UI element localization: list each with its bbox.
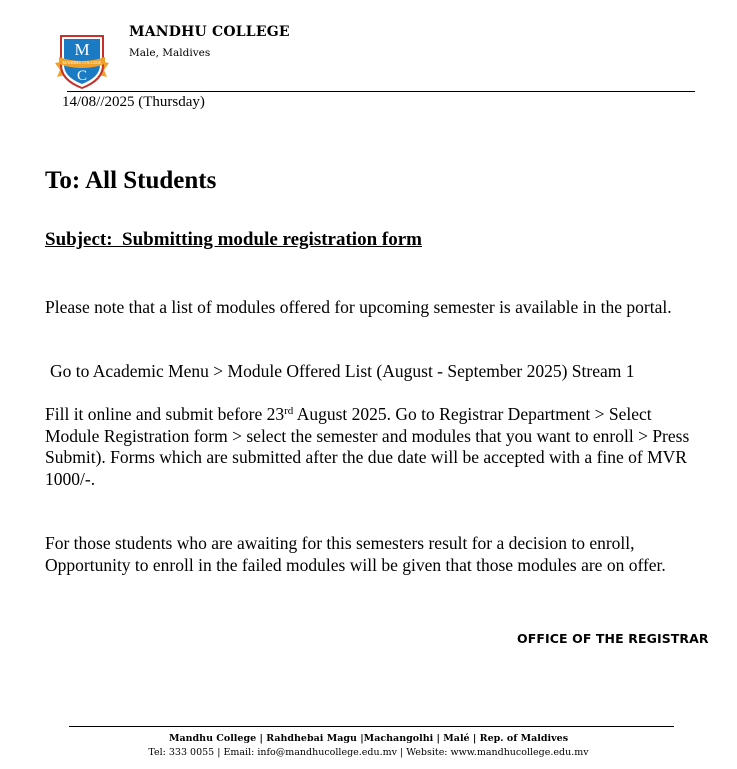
svg-text:M: M bbox=[74, 40, 90, 59]
letter-date: 14/08//2025 (Thursday) bbox=[62, 94, 205, 110]
recipient-heading: To: All Students bbox=[45, 167, 217, 194]
college-location: Male, Maldives bbox=[129, 47, 211, 59]
paragraph-portal-notice: Please note that a list of modules offered for upcoming semester is available in the portal. bbox=[45, 297, 672, 317]
header-divider bbox=[67, 91, 695, 92]
svg-text:C: C bbox=[76, 68, 88, 84]
paragraph-awaiting-results: For those students who are awaiting for this semesters result for a decision to enroll, Opportunity to enroll in the failed modules will be given that those modules are on offer. bbox=[45, 533, 666, 575]
ordinal-suffix: rd bbox=[284, 405, 294, 417]
submission-text-start: Fill it online and submit before 23 bbox=[45, 404, 285, 424]
svg-text:MANDHU COLLEGE: MANDHU COLLEGE bbox=[62, 60, 102, 65]
paragraph-navigation-path: Go to Academic Menu > Module Offered List (August - September 2025) Stream 1 bbox=[50, 361, 635, 381]
college-crest-icon bbox=[53, 31, 111, 91]
college-logo bbox=[53, 31, 111, 91]
paragraph-submission-instructions bbox=[45, 404, 705, 490]
college-name: MANDHU COLLEGE bbox=[129, 24, 290, 40]
signature-office: OFFICE OF THE REGISTRAR bbox=[517, 631, 709, 646]
submission-text-end: August 2025. Go to Registrar Department > Select Module Registration form > select the semester and modules that you want to enroll > Press Submit). Forms which are submitted after the due date will be accepted with a fine of MVR 1000/-. bbox=[45, 404, 690, 489]
footer-contact: Tel: 333 0055 | Email: info@mandhucollege.edu.mv | Website: www.mandhucollege.edu.mv bbox=[148, 747, 589, 758]
footer-address: Mandhu College | Rahdhebai Magu |Machangolhi | Malé | Rep. of Maldives bbox=[168, 733, 569, 744]
subject-heading: Subject: Submitting module registration form bbox=[45, 229, 422, 250]
footer-divider bbox=[69, 726, 674, 727]
